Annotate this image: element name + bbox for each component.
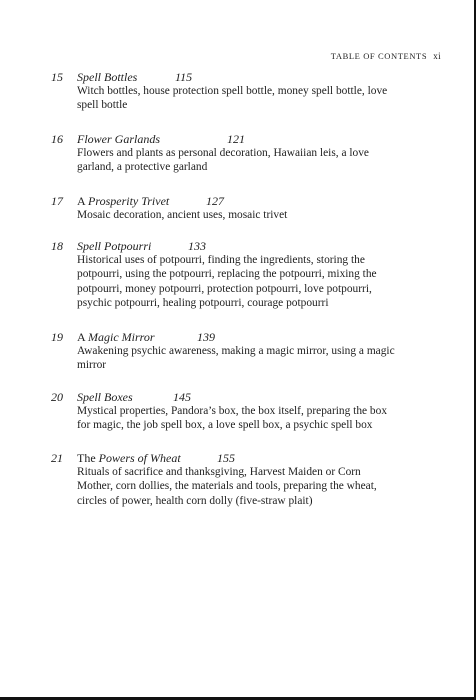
chapter-title: A Prosperity Trivet [77, 194, 170, 208]
chapter-title: Spell Boxes [77, 390, 133, 404]
chapter-description: Awakening psychic awareness, making a magic mirror, using a magic mirror [77, 344, 395, 371]
chapter-page-number: 127 [206, 194, 224, 208]
chapter-page-number: 139 [197, 330, 215, 344]
chapter-number: 16 [51, 132, 63, 146]
chapter-description: Witch bottles, house protection spell bottle, money spell bottle, love spell bottle [77, 84, 388, 111]
chapter-page-number: 121 [227, 132, 245, 146]
chapter-description: Mystical properties, Pandora’s box, the box itself, preparing the box for magic, the job spell box, a love spell box, a psychic spell box [77, 404, 388, 431]
chapter-description: Flowers and plants as personal decoration, Hawaiian leis, a love garland, a protective garland [77, 146, 369, 173]
chapter-number: 19 [51, 330, 63, 344]
running-title: TABLE OF CONTENTS [330, 51, 428, 61]
chapter-title: Flower Garlands [77, 132, 161, 146]
chapter-page-number: 133 [188, 239, 206, 253]
chapter-description: Rituals of sacrifice and thanksgiving, Harvest Maiden or Corn Mother, corn dollies, the materials and tools, preparing the wheat, circles of power, health corn dolly (five-straw plait) [77, 465, 377, 507]
chapter-description: Historical uses of potpourri, finding the ingredients, storing the potpourri, using the potpourri, replacing the potpourri, mixing the potpourri, money potpourri, protection potpourri, love potpourri, psychic potpourri, healing potpourri, courage potpourri [77, 253, 377, 309]
chapter-title: Spell Bottles [77, 70, 138, 84]
chapter-number: 20 [51, 390, 63, 404]
chapter-title: The Powers of Wheat [77, 451, 181, 465]
chapter-number: 21 [51, 451, 63, 465]
chapter-number: 18 [51, 239, 63, 253]
chapter-title: A Magic Mirror [77, 330, 155, 344]
page-folio: xi [433, 51, 441, 61]
chapter-description: Mosaic decoration, ancient uses, mosaic trivet [77, 208, 288, 221]
chapter-number: 17 [51, 194, 63, 208]
chapter-page-number: 155 [217, 451, 235, 465]
chapter-page-number: 145 [173, 390, 191, 404]
chapter-page-number: 115 [175, 70, 193, 84]
running-head [331, 51, 441, 61]
chapter-title: Spell Potpourri [77, 239, 152, 253]
chapter-number: 15 [51, 70, 63, 84]
